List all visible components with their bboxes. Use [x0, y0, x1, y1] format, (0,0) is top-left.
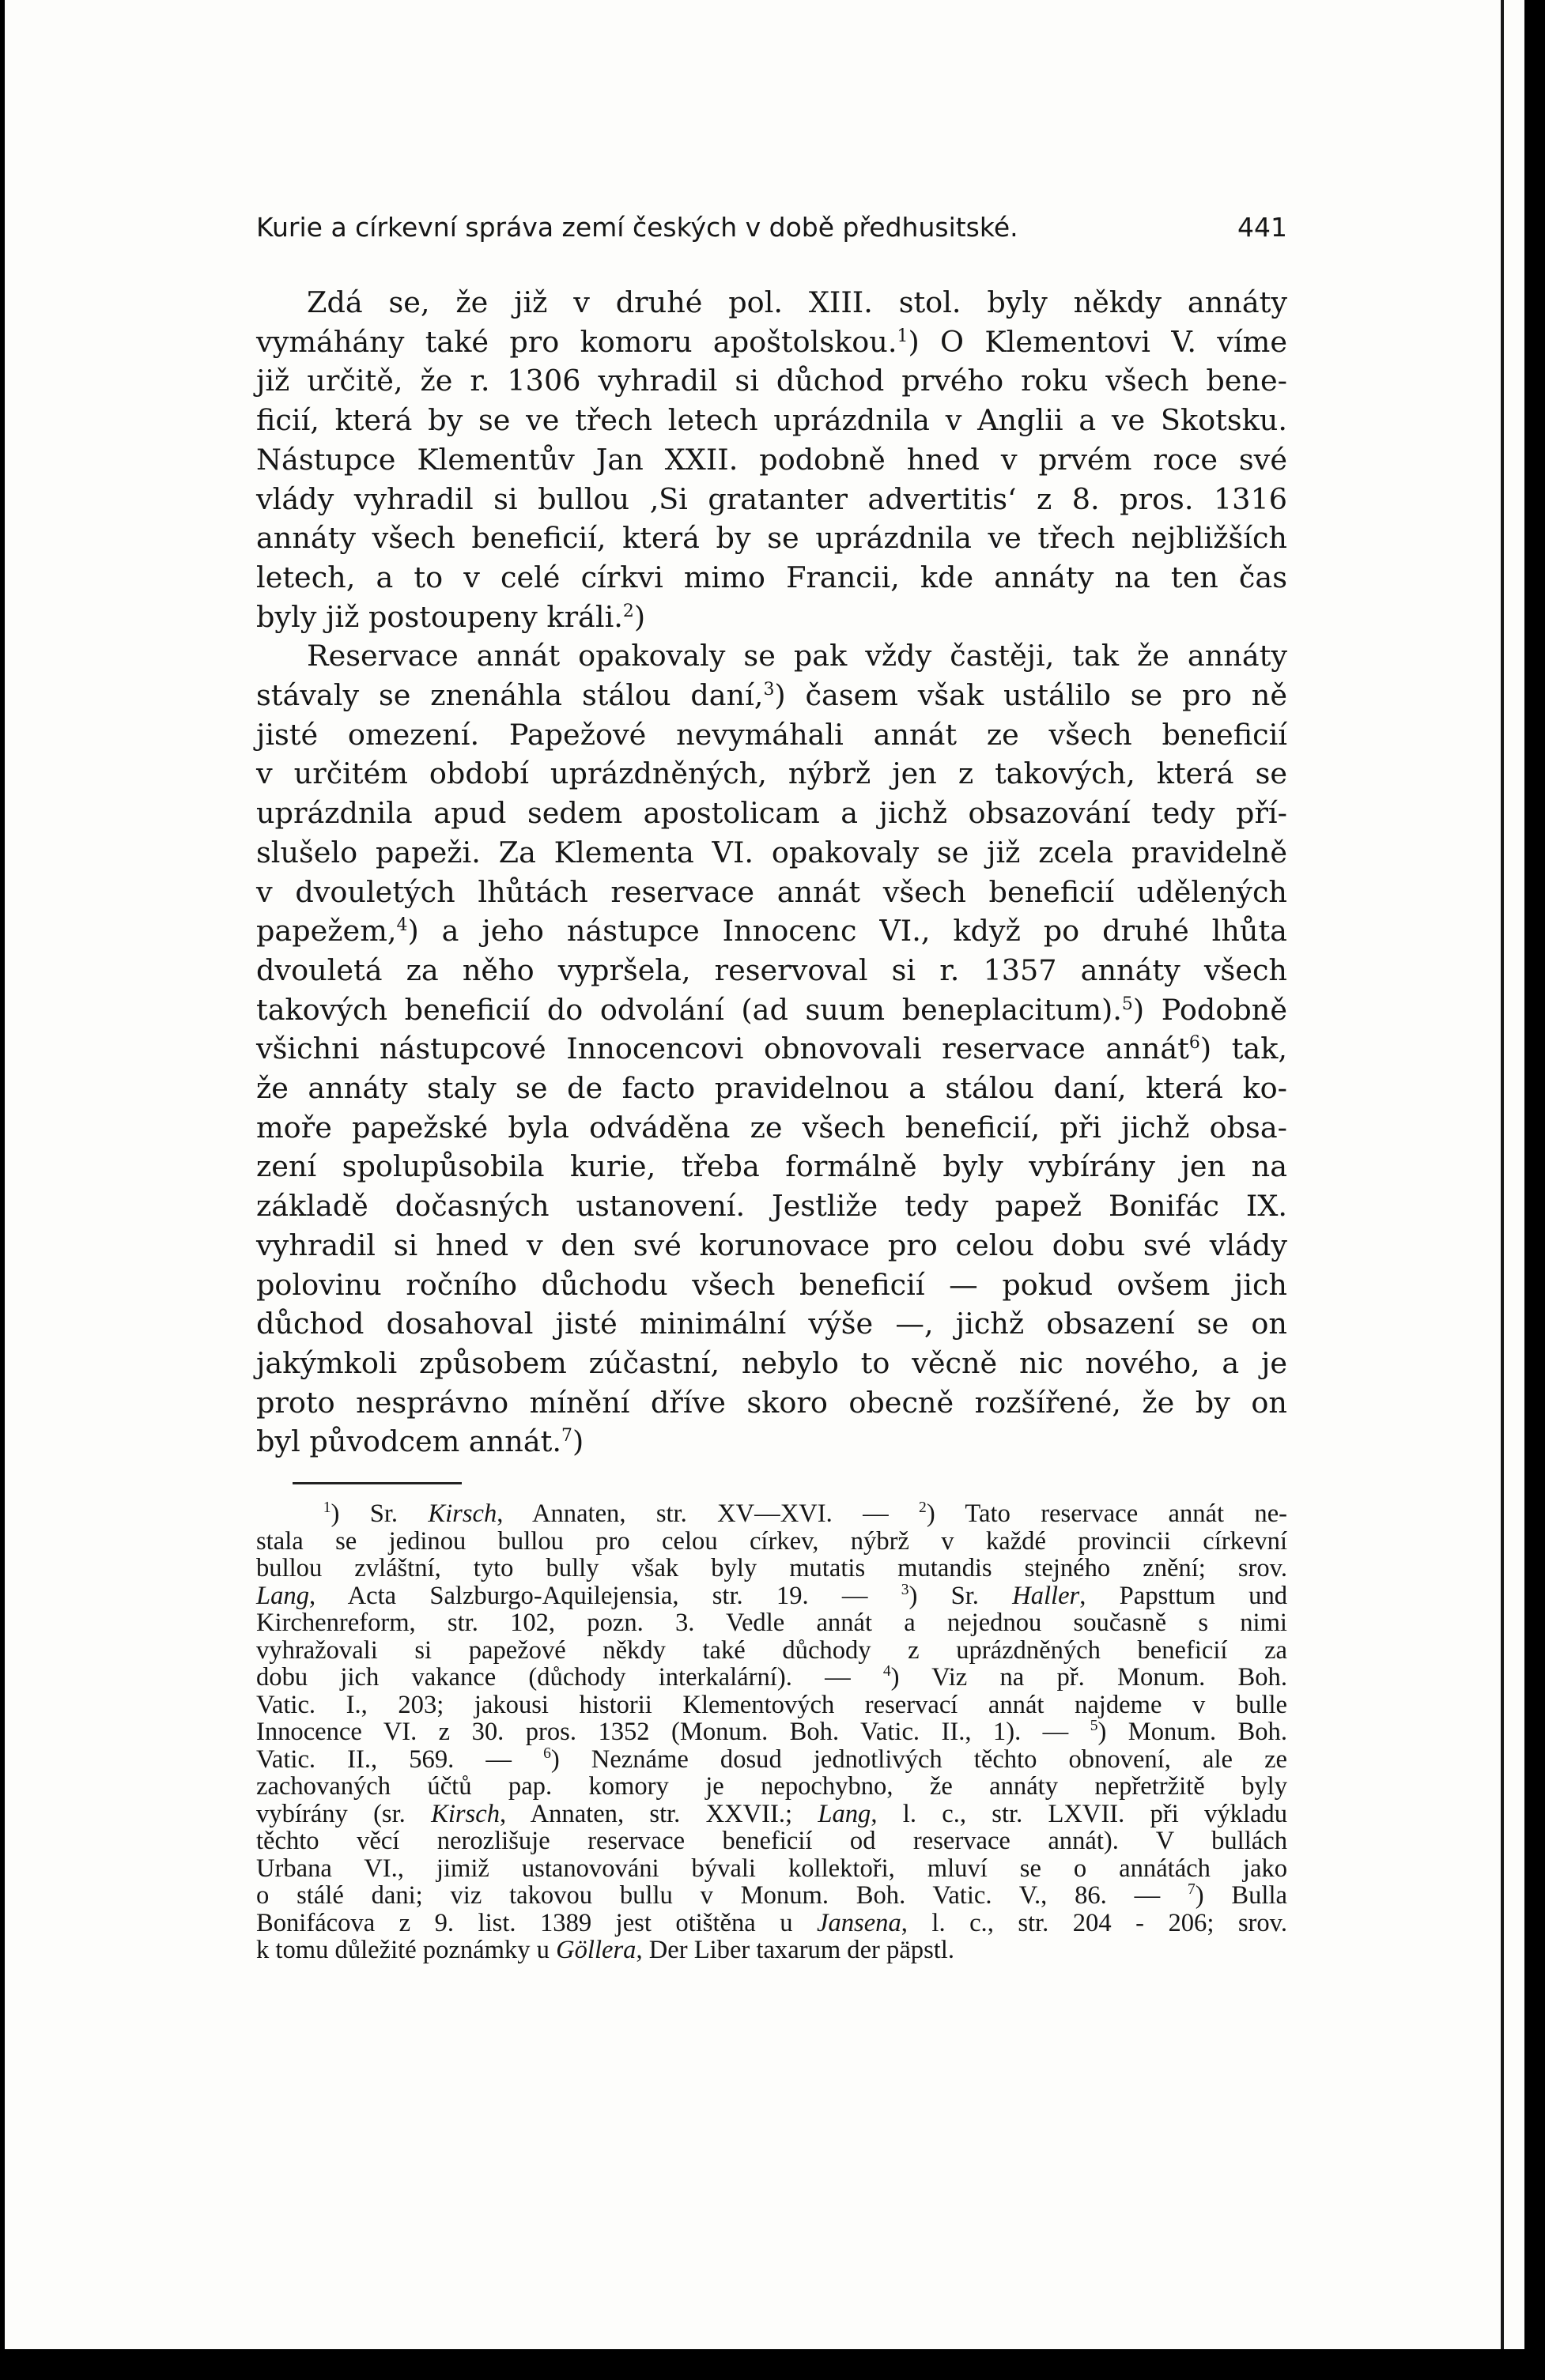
- line-text: vlády vyhradil si bullou ‚Si gratanter advertitis‘ z 8. pros. 1316: [256, 481, 1287, 516]
- body-line: [256, 833, 1287, 873]
- line-text: slušelo papeži. Za Klementa VI. opakovaly se již zcela pravidelně: [256, 835, 1287, 869]
- footnote-line: [256, 1937, 1287, 1964]
- footnote-text: o stálé dani; viz takovou bullu v Monum. Boh. Vatic. V., 86. —: [256, 1881, 1188, 1910]
- body-line: [256, 873, 1287, 912]
- footnote-text: Kirchenreform, str. 102, pozn. 3. Vedle annát a nejednou současně s nimi: [256, 1609, 1287, 1637]
- footnote-text: ) Viz na př. Monum. Boh.: [890, 1663, 1287, 1692]
- footnote-line: [256, 1718, 1287, 1746]
- line-text: proto nesprávno mínění dříve skoro obecně rozšířené, že by on: [256, 1385, 1287, 1420]
- body-line: [256, 1147, 1287, 1186]
- line-text: ficií, která by se ve třech letech uprázdnila v Anglii a ve Skotsku.: [256, 403, 1287, 438]
- footnote-text: ) Sr.: [908, 1581, 1013, 1610]
- line-text: letech, a to v celé církvi mimo Francii, kde annáty na ten čas: [256, 560, 1287, 594]
- body-line: [256, 636, 1287, 676]
- body-line: [256, 1108, 1287, 1148]
- footnote-line: [256, 1609, 1287, 1637]
- body-line: [256, 361, 1287, 401]
- footnote-text: bullou zvláštní, tyto bully však byly mutatis mutandis stejného znění; srov.: [256, 1554, 1287, 1582]
- cited-author: Kirsch: [431, 1799, 500, 1828]
- line-text: vyhradil si hned v den své korunovace pro celou dobu své vlády: [256, 1228, 1287, 1262]
- line-text: byl původcem annát.: [256, 1424, 561, 1459]
- footnote-text: ) Bulla: [1195, 1881, 1287, 1910]
- footnote-text: ) Neznáme dosud jednotlivých těchto obnovení, ale ze: [550, 1744, 1287, 1774]
- footnote-marker: 3: [901, 1581, 909, 1598]
- line-text: základě dočasných ustanovení. Jestliže tedy papež Bonifác IX.: [256, 1189, 1287, 1224]
- body-line: [256, 1422, 1287, 1462]
- line-text: již určitě, že r. 1306 vyhradil si důchod prvého roku všech bene-: [256, 364, 1287, 398]
- body-line: [256, 1344, 1287, 1383]
- footnote-marker: 4: [882, 1663, 891, 1680]
- body-line: [256, 1186, 1287, 1226]
- footnote-text: , Annaten, str. XXVII.;: [499, 1799, 818, 1828]
- cited-author: Haller: [1012, 1581, 1080, 1610]
- cited-author: Lang: [818, 1799, 871, 1828]
- footnote-text: ) Monum. Boh.: [1097, 1718, 1287, 1746]
- body-line: [256, 1265, 1287, 1305]
- footnote-line: [256, 1637, 1287, 1665]
- line-text: všichni nástupcové Innocencovi obnovovali reservace annát: [256, 1032, 1189, 1066]
- footnote-marker: 5: [1121, 994, 1133, 1014]
- body-line: [256, 1069, 1287, 1108]
- footnote-text: zachovaných účtů pap. komory je nepochybno, že annáty nepřetržitě byly: [256, 1772, 1287, 1801]
- body-line: [256, 754, 1287, 794]
- footnote-text: vybírány (sr.: [256, 1799, 432, 1828]
- footnote-marker: 7: [1188, 1881, 1196, 1899]
- footnote-line: [256, 1500, 1287, 1528]
- line-text: stávaly se znenáhla stálou daní,: [256, 678, 764, 713]
- footnote-marker: 1: [897, 326, 908, 346]
- footnote-text: , Papsttum und: [1079, 1581, 1288, 1610]
- footnote-text: dobu jich vakance (důchody interkalární). —: [256, 1663, 883, 1692]
- line-text: uprázdnila apud sedem apostolicam a jichž obsazování tedy pří-: [256, 796, 1287, 831]
- line-text: annáty všech beneficií, která by se uprázdnila ve třech nejbližších: [256, 521, 1287, 556]
- footnote-text: , l. c., str. 204 - 206; srov.: [901, 1908, 1287, 1937]
- footnote-line: [256, 1855, 1287, 1883]
- body-line: [256, 676, 1287, 715]
- body-line: [256, 715, 1287, 755]
- cited-author: Kirsch: [428, 1499, 497, 1528]
- footnote-marker: 6: [543, 1744, 551, 1762]
- body-line: [256, 1304, 1287, 1344]
- footnote-line: [256, 1746, 1287, 1774]
- body-line: [256, 990, 1287, 1030]
- footnote-marker: 3: [763, 679, 775, 700]
- footnote-text: Urbana VI., jimiž ustanovováni bývali kollektoři, mluví se o annátách jako: [256, 1854, 1287, 1883]
- body-line: [256, 794, 1287, 833]
- footnote-line: [256, 1827, 1287, 1855]
- footnote-marker: 4: [396, 915, 408, 936]
- line-text: ) Podobně: [1132, 992, 1287, 1027]
- footnote-line: [256, 1664, 1287, 1692]
- footnote-line: [256, 1910, 1287, 1937]
- footnote-text: Vatic. II., 569. —: [256, 1744, 544, 1774]
- footnote-text: , Der Liber taxarum der päpstl.: [636, 1936, 955, 1964]
- footnote-rule: [293, 1482, 462, 1484]
- footnote-text: ) Tato reservace annát ne-: [926, 1499, 1288, 1528]
- line-text: jisté omezení. Papežové nevymáhali annát ze všech beneficií: [256, 717, 1287, 752]
- footnote-marker: 2: [919, 1499, 927, 1517]
- footnote-line: [256, 1582, 1287, 1610]
- footnote-marker: 2: [622, 601, 634, 621]
- footnote-text: Innocence VI. z 30. pros. 1352 (Monum. Boh. Vatic. II., 1). —: [256, 1718, 1090, 1746]
- footnote-line: [256, 1801, 1287, 1828]
- line-text: důchod dosahoval jisté minimální výše —, jichž obsazení se on: [256, 1307, 1287, 1341]
- footnote-marker: 7: [561, 1426, 572, 1446]
- body-line: [256, 283, 1287, 322]
- body-line: [256, 322, 1287, 362]
- body-line: [256, 1383, 1287, 1423]
- footnote-text: , l. c., str. LXVII. při výkladu: [871, 1799, 1287, 1828]
- footnote-line: [256, 1773, 1287, 1801]
- running-head: [256, 212, 1287, 243]
- body-line: [256, 911, 1287, 951]
- footnote-marker: 6: [1188, 1033, 1200, 1054]
- footnote-text: Bonifácova z 9. list. 1389 jest otištěna u: [256, 1908, 817, 1937]
- line-text: ) časem však ustálilo se pro ně: [774, 678, 1288, 713]
- line-text: papežem,: [256, 914, 397, 949]
- footnote-line: [256, 1528, 1287, 1556]
- body-line: [256, 440, 1287, 480]
- line-text: vymáhány také pro komoru apoštolskou.: [256, 324, 897, 359]
- cited-author: Göllera: [556, 1936, 637, 1964]
- footnote-text: , Acta Salzburgo-Aquilejensia, str. 19. —: [309, 1581, 901, 1610]
- page-edge-rule: [1501, 0, 1504, 2349]
- body-line: [256, 1029, 1287, 1069]
- book-page: [5, 0, 1524, 2349]
- footnote-marker: 1: [323, 1499, 331, 1517]
- footnote-marker: 5: [1090, 1718, 1098, 1735]
- body-line: [256, 598, 1287, 637]
- body-line: [256, 480, 1287, 519]
- line-text: takových beneficií do odvolání (ad suum beneplacitum).: [256, 992, 1122, 1027]
- footnote-text: stala se jedinou bullou pro celou církev, nýbrž v každé provincii církevní: [256, 1526, 1287, 1556]
- body-text: [256, 283, 1287, 1462]
- line-text: že annáty staly se de facto pravidelnou a stálou daní, která ko-: [256, 1071, 1287, 1106]
- footnote-text: k tomu důležité poznámky u: [256, 1936, 557, 1964]
- body-line: [256, 1226, 1287, 1265]
- body-line: [256, 951, 1287, 990]
- line-text: ) a jeho nástupce Innocenc VI., když po druhé lhůta: [407, 914, 1287, 949]
- footnote-text: ) Sr.: [331, 1499, 429, 1528]
- line-text: ) O Klementovi V. víme: [908, 324, 1287, 359]
- line-text: ): [633, 599, 646, 634]
- line-text: Nástupce Klementův Jan XXII. podobně hned v prvém roce své: [256, 442, 1287, 477]
- footnote-line: [256, 1692, 1287, 1719]
- line-text: Zdá se, že již v druhé pol. XIII. stol. byly někdy annáty: [307, 285, 1287, 319]
- footnote-text: těchto věcí nerozlišuje reservace beneficií od reservace annát). V bullách: [256, 1827, 1287, 1855]
- line-text: ): [572, 1424, 584, 1459]
- line-text: jakýmkoli způsobem zúčastní, nebylo to věcně nic nového, a je: [256, 1345, 1287, 1380]
- running-head-title: Kurie a církevní správa zemí českých v době předhusitské.: [256, 212, 1018, 243]
- line-text: ) tak,: [1199, 1032, 1287, 1066]
- body-line: [256, 519, 1287, 558]
- footnote-text: vyhražovali si papežové někdy také důchody z uprázdněných beneficií za: [256, 1635, 1287, 1665]
- footnote-text: Vatic. I., 203; jakousi historii Klementových reservací annát najdeme v bulle: [256, 1690, 1287, 1719]
- cited-author: Jansena: [817, 1908, 901, 1937]
- page-number: 441: [1237, 212, 1287, 243]
- cited-author: Lang: [256, 1581, 309, 1610]
- body-line: [256, 401, 1287, 440]
- body-line: [256, 558, 1287, 598]
- line-text: byly již postoupeny králi.: [256, 599, 623, 634]
- line-text: dvouletá za něho vypršela, reservoval si r. 1357 annáty všech: [256, 952, 1287, 987]
- line-text: zení spolupůsobila kurie, třeba formálně byly vybírány jen na: [256, 1149, 1287, 1184]
- line-text: v dvouletých lhůtách reservace annát všech beneficií udělených: [256, 874, 1287, 909]
- line-text: v určitém období uprázdněných, nýbrž jen z takových, která se: [256, 756, 1287, 791]
- line-text: Reservace annát opakovaly se pak vždy častěji, tak že annáty: [307, 639, 1287, 673]
- line-text: moře papežské byla odváděna ze všech beneficií, při jichž obsa-: [256, 1110, 1287, 1145]
- line-text: polovinu ročního důchodu všech beneficií — pokud ovšem jich: [256, 1267, 1287, 1302]
- footnote-line: [256, 1555, 1287, 1582]
- footnote-text: , Annaten, str. XV—XVI. —: [497, 1499, 920, 1528]
- footnote-line: [256, 1882, 1287, 1910]
- footnotes: [256, 1500, 1287, 1964]
